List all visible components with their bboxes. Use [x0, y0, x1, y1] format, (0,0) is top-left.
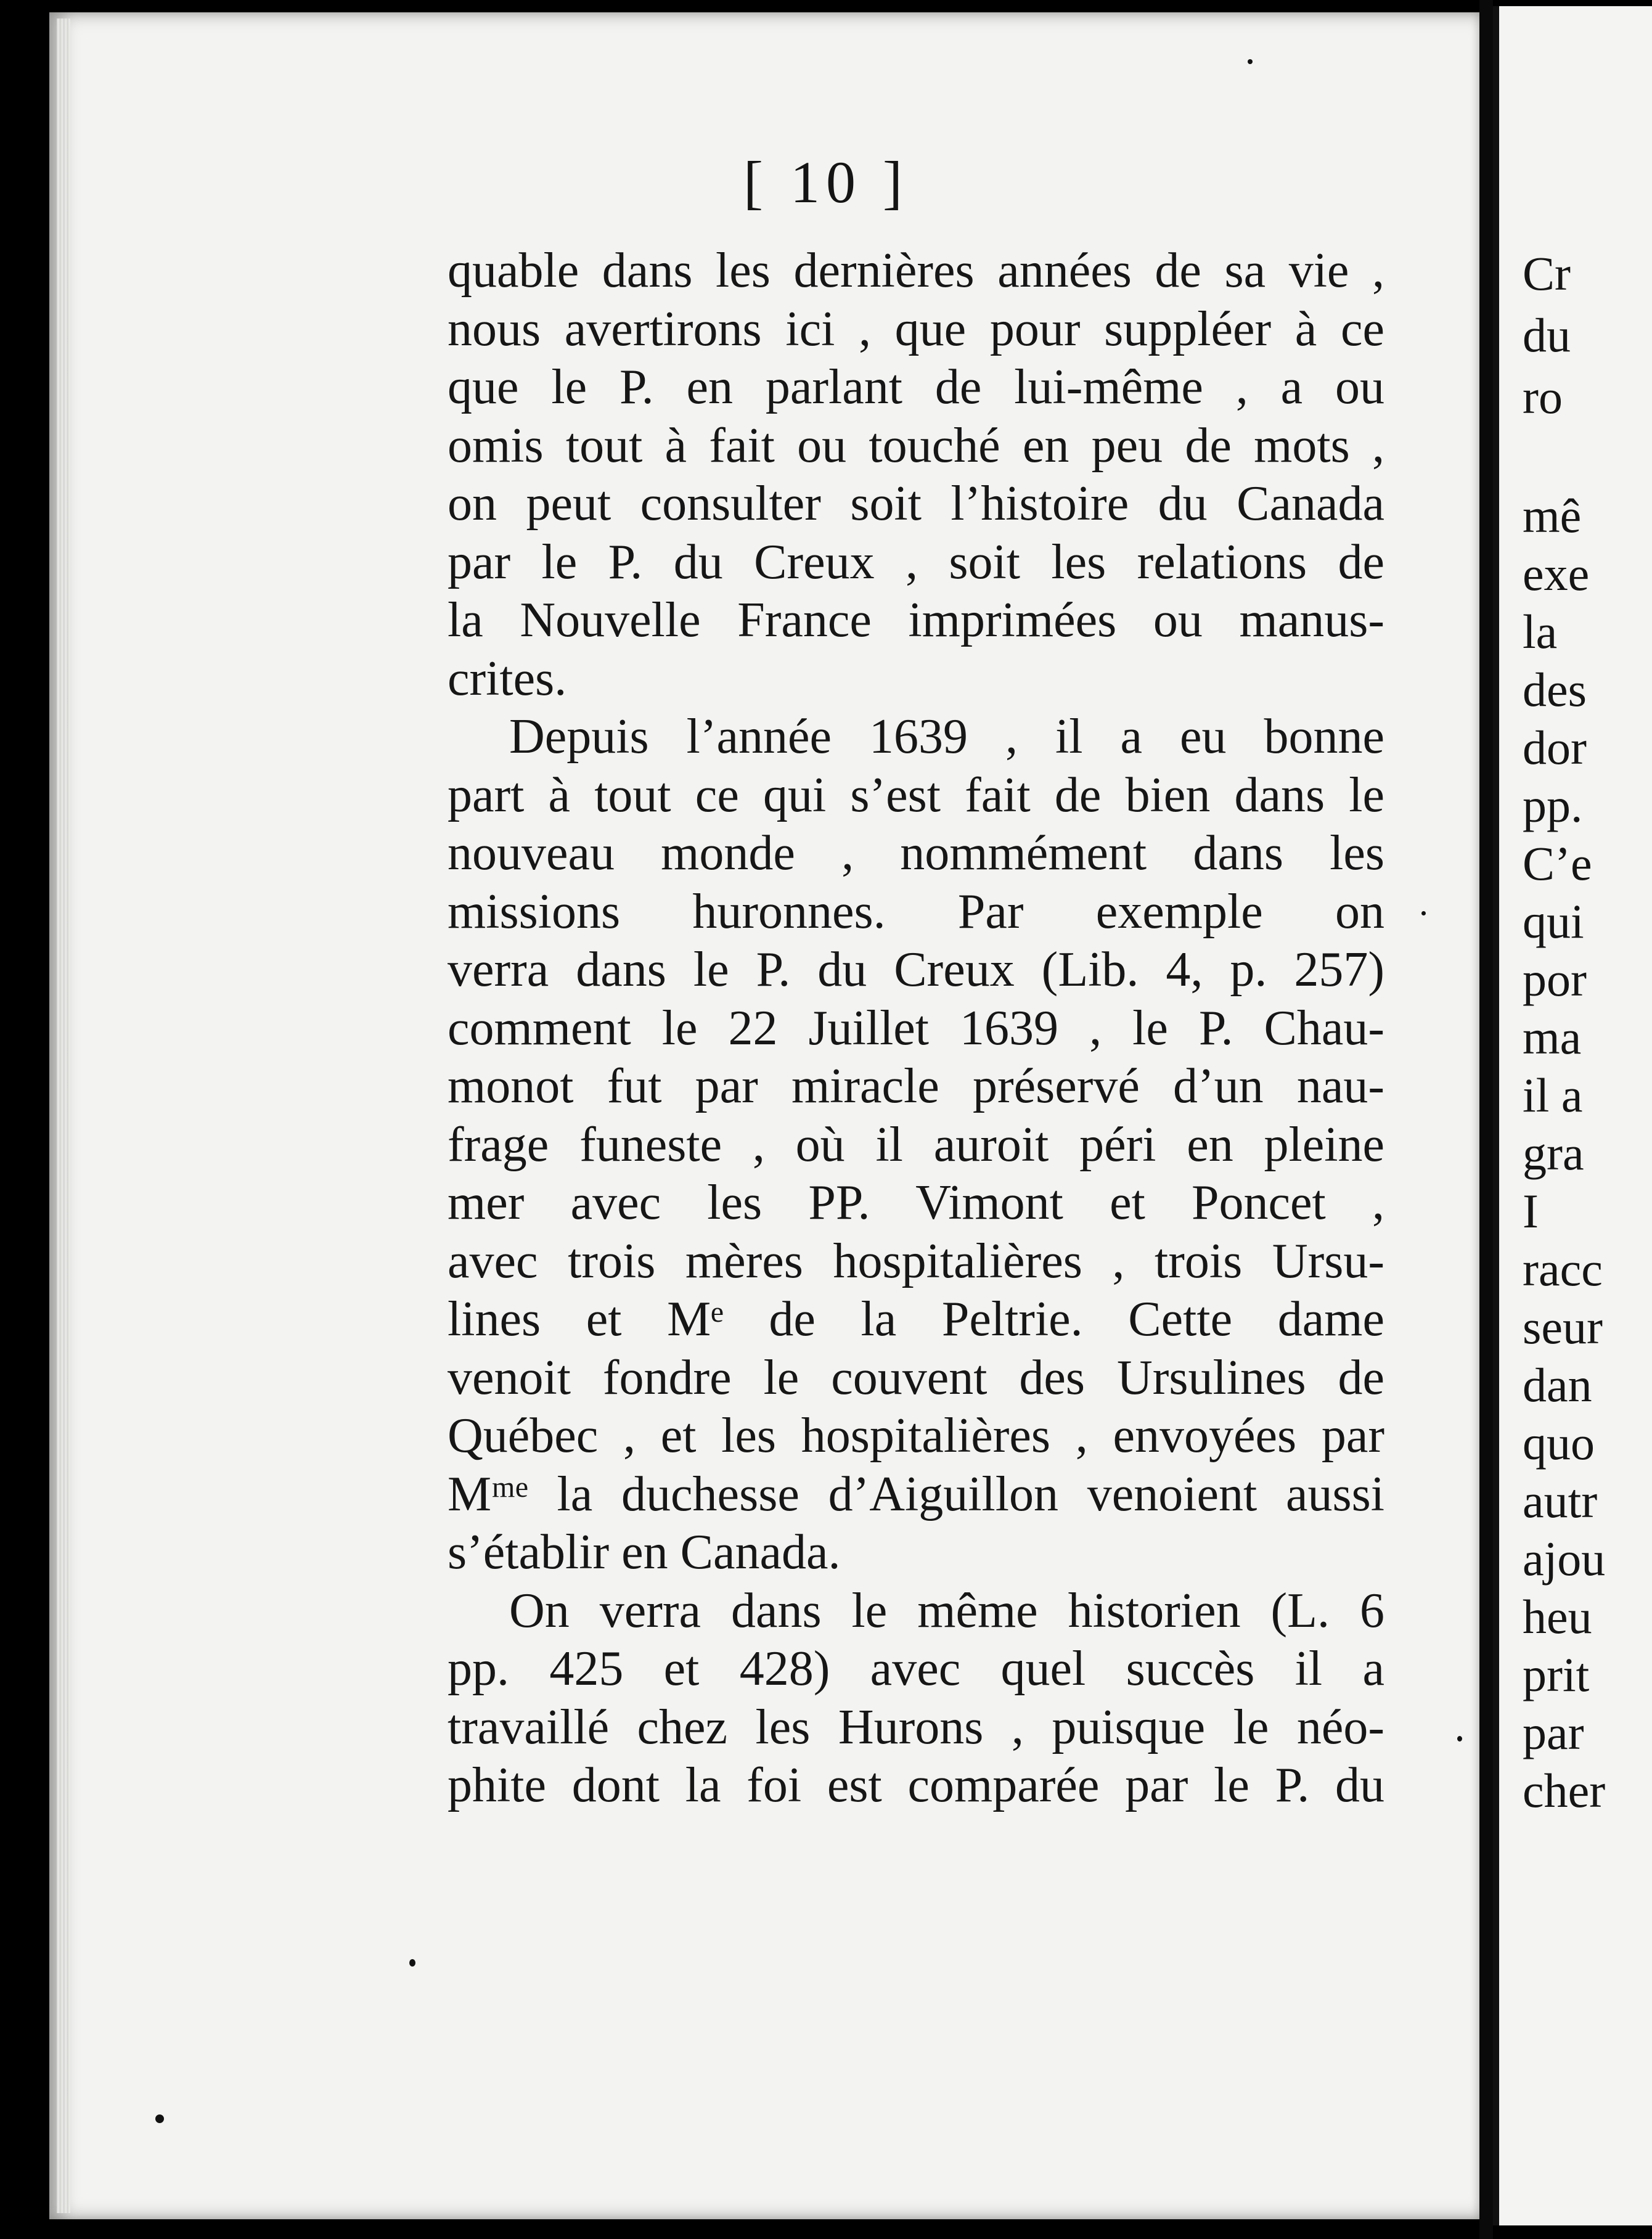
facing-line: gra: [1523, 1126, 1584, 1180]
facing-line: I: [1523, 1184, 1539, 1238]
page-edge: [57, 18, 70, 2213]
scan-speck: [1421, 911, 1426, 915]
facing-line: mê: [1523, 489, 1582, 542]
text-line: omis tout à fait ou touché en peu de mots ,: [448, 418, 1384, 473]
text-line: lines et Mᵉ de la Peltrie. Cette dame: [448, 1292, 1384, 1346]
text-line: venoit fondre le couvent des Ursulines de: [448, 1350, 1384, 1405]
text-line: on peut consulter soit l’histoire du Canada: [448, 477, 1384, 531]
text-line: comment le 22 Juillet 1639 , le P. Chau-: [448, 1001, 1384, 1055]
facing-line: dan: [1523, 1358, 1592, 1412]
text-line: que le P. en parlant de lui-même , a ou: [448, 360, 1384, 414]
facing-line: autr: [1523, 1474, 1598, 1528]
facing-line: qui: [1523, 894, 1584, 948]
text-line: frage funeste , où il auroit péri en pleine: [448, 1117, 1384, 1172]
text-line: pp. 425 et 428) avec quel succès il a: [448, 1642, 1384, 1696]
text-line: Mᵐᵉ la duchesse d’Aiguillon venoient aussi: [448, 1467, 1384, 1521]
scan-speck: [1248, 59, 1253, 64]
text-line: phite dont la foi est comparée par le P. du: [448, 1758, 1384, 1812]
facing-page: [1493, 6, 1652, 2225]
text-line: part à tout ce qui s’est fait de bien dans le: [448, 767, 1384, 822]
text-line: mer avec les PP. Vimont et Poncet ,: [448, 1176, 1384, 1230]
facing-line: por: [1523, 952, 1587, 1006]
text-line: quable dans les dernières années de sa vie ,: [448, 244, 1384, 298]
scan-speck: [155, 2114, 164, 2123]
scan-speck: [1457, 1736, 1462, 1742]
text-line: crites.: [448, 651, 567, 706]
facing-line: C’e: [1523, 837, 1592, 890]
facing-line: heu: [1523, 1590, 1592, 1643]
book-gutter: [1479, 0, 1493, 2239]
facing-line: Cr: [1523, 247, 1571, 300]
text-line: monot fut par miracle préservé d’un nau-: [448, 1059, 1384, 1113]
facing-line: ajou: [1523, 1532, 1606, 1586]
text-line: Depuis l’année 1639 , il a eu bonne: [509, 710, 1384, 764]
text-line: missions huronnes. Par exemple on: [448, 884, 1384, 939]
text-line: nouveau monde , nommément dans les: [448, 826, 1384, 880]
text-line: s’établir en Canada.: [448, 1525, 841, 1579]
facing-line: pp.: [1523, 779, 1583, 832]
text-line: travaillé chez les Hurons , puisque le néo-: [448, 1700, 1384, 1754]
text-line: verra dans le P. du Creux (Lib. 4, p. 257): [448, 943, 1384, 997]
facing-line: exe: [1523, 547, 1590, 600]
facing-line: dor: [1523, 721, 1587, 774]
text-line: nous avertirons ici , que pour suppléer à ce: [448, 301, 1384, 356]
facing-line: il a: [1523, 1068, 1583, 1122]
scan-speck: [409, 1959, 415, 1967]
facing-line: seur: [1523, 1300, 1603, 1354]
facing-line: cher: [1523, 1764, 1606, 1817]
facing-line: racc: [1523, 1242, 1603, 1296]
text-line: par le P. du Creux , soit les relations de: [448, 534, 1384, 589]
facing-line: par: [1523, 1706, 1584, 1759]
facing-line: ro: [1523, 370, 1563, 424]
facing-line: des: [1523, 663, 1587, 716]
facing-line: du: [1523, 308, 1571, 362]
body-text: [448, 242, 1384, 1815]
facing-line: ma: [1523, 1010, 1582, 1064]
text-line: la Nouvelle France imprimées ou manus-: [448, 593, 1384, 647]
text-line: avec trois mères hospitalières , trois Ursu-: [448, 1234, 1384, 1288]
facing-line: prit: [1523, 1648, 1590, 1701]
facing-line: la: [1523, 605, 1558, 658]
text-line: On verra dans le même historien (L. 6: [509, 1583, 1384, 1638]
page-number: [ 10 ]: [743, 149, 909, 215]
facing-line: quo: [1523, 1416, 1595, 1470]
text-line: Québec , et les hospitalières , envoyées par: [448, 1409, 1384, 1463]
